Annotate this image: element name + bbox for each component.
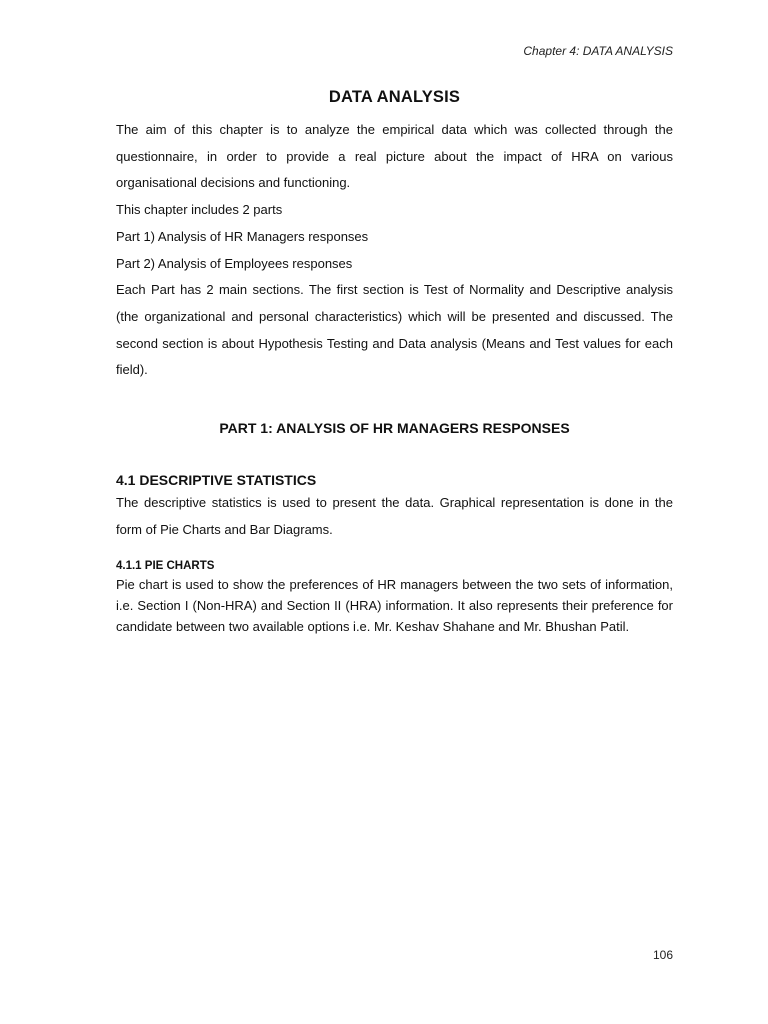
section-4-1-1-title: 4.1.1 PIE CHARTS: [116, 560, 215, 573]
part1-line: Part 1) Analysis of HR Managers responses: [116, 228, 369, 244]
section-4-1-1-body: Pie chart is used to show the preferences of HR managers between the two sets of information, i.e. Section I (Non-HRA) and Section II (HRA) information. It also represents their preference for candidate between two available options i.e. Mr. Keshav Shahane and Mr. Bhushan Patil.: [116, 577, 673, 635]
part2-line: Part 2) Analysis of Employees responses: [116, 255, 353, 271]
section-4-1-title: 4.1 DESCRIPTIVE STATISTICS: [116, 472, 317, 489]
part1-title: PART 1: ANALYSIS OF HR MANAGERS RESPONSES: [219, 420, 570, 437]
parts-count-line: This chapter includes 2 parts: [116, 202, 283, 218]
chapter-title: DATA ANALYSIS: [328, 88, 461, 106]
page-content: [116, 88, 673, 637]
section-4-1-body: The descriptive statistics is used to present the data. Graphical representation is done in the form of Pie Charts and Bar Diagrams.: [116, 495, 673, 537]
intro-paragraph: The aim of this chapter is to analyze the empirical data which was collected through the questionnaire, in order to provide a real picture about the impact of HRA on various organisational decisions and functioning.: [116, 122, 673, 191]
page-number: 106: [652, 948, 673, 962]
running-header: Chapter 4: DATA ANALYSIS: [523, 44, 673, 58]
structure-paragraph: Each Part has 2 main sections. The first section is Test of Normality and Descriptive analysis (the organizational and personal characteristics) which will be presented and discussed. The second section is about Hypothesis Testing and Data analysis (Means and Test values for each field).: [116, 282, 673, 378]
